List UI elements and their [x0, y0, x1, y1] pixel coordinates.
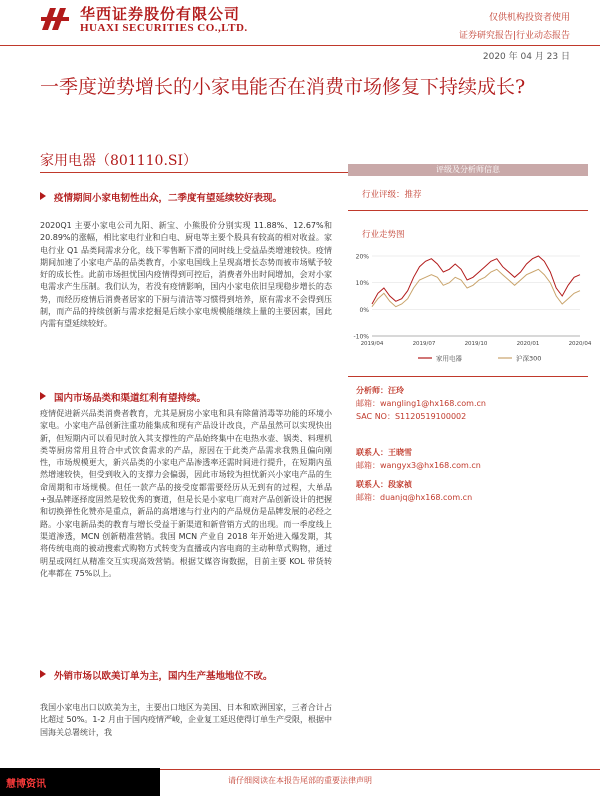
x-tick-label: 2019/10 [464, 341, 488, 347]
analyst-label: 分析师： [356, 386, 388, 395]
rating-info-bar: 评级及分析师信息 [348, 164, 588, 176]
audience-note: 仅供机构投资者使用 [488, 13, 570, 23]
contact-label: 联系人： [356, 448, 388, 457]
chart-title: 行业走势图 [362, 230, 405, 240]
report-type: 证券研究报告|行业动态报告 [458, 31, 570, 41]
bullet-triangle-icon [40, 192, 46, 200]
analyst-block [356, 384, 486, 423]
sidebar-divider [348, 376, 588, 377]
contact-name: 王晓雪 [388, 448, 412, 457]
contact-email: 邮箱：duanjq@hx168.com.cn [356, 493, 473, 502]
y-tick-label: 0% [359, 306, 369, 314]
legend-label: 沪深300 [516, 354, 542, 363]
report-title: 一季度逆势增长的小家电能否在消费市场修复下持续成长? [40, 76, 526, 98]
analyst-email: 邮箱：wangling1@hx168.com.cn [356, 399, 486, 408]
huaxi-logo-icon [38, 4, 72, 34]
section-body-3: 我国小家电出口以欧美为主，主要出口地区为美国、日本和欧洲国家，三者合计占比超过 50%。1-2 月由于国内疫情严峻，企业复工延迟使得订单生产受限，根据中国海关总署统计，我 [40, 703, 332, 737]
section-body-2: 疫情促进新兴品类消费者教育，尤其是厨房小家电和具有除菌消毒等功能的环境小家电。小家电产品创新注重功能集成和现有产品设计改良，产品虽然可以实现快出新，但短期内可以看见时放入其支撑性的产品始终集中在电热水壶、锅类、料理机类等厨房常用且符合中式饮食需求的产品，原因在于此类产品需求我熟且偏向刚性，市场规模更大，新兴品类的小家电产品渗透率还需时间进行提升，在短期内虽然增速较快，但受到收入的支撑力会偏弱，因此市场较为担忧新兴小家电产品的生命周期和市场规模。但任一款产品的接受度都需要经历从无到有的过程，大单品+强品牌逐择度固然是较优秀的赛道，但是长是小家电厂商对产品创新设计的把握和切换弹性化赞亦是重点，新品的高增速与行业内的产品规仿是品牌发展的必经之路。小家电新品类的教育与增长受益于新渠道和新营销方式的出现。而一季度线上渠道渗透，MCN 创新精准营销。我国 MCN 产业自 2018 年开始进入爆发期，其将传统电商的被动搜索式购物方式转变为直播或内容电商的主动种草式购物，通过明星或网红从精准交互实现高效营销。根据艾媒咨询数据，目前主要 KOL 带货转化率都在 75%以上。 [40, 409, 332, 578]
footer-divider [160, 769, 600, 770]
legend-label: 家用电器 [436, 354, 462, 363]
sidebar-divider [348, 210, 588, 211]
header-divider [0, 45, 600, 46]
sector-label: 家用电器（801110.SI） [40, 153, 198, 169]
company-name-en: HUAXI SECURITIES CO.,LTD. [80, 22, 248, 34]
section-body-1: 2020Q1 主要小家电公司九阳、新宝、小熊股价分别实现 11.88%、12.67%和 20.89%的涨幅，相比家电行业和白电、厨电等主要个股具有较高的相对收益。家电行业 Q1 品类间需求分化，线下零售断下滑的同时线上受益品类增速较快。疫情期间加速了小家电产品的品类教育，小家电国线上呈现高增长态势而被市场赋予较好的成长性。此前市场担忧国内疫情得到可控后，消费者外出时间增加，会对小家电需求产生压制。我们认为，若没有疫情影响，国内小家电依旧呈现稳步增长的态势，而经历疫情后消费者居家的下厨与清洁等习惯得到培养，原有需求不会得到压制，而产品的持续创新与需求挖掘是后续小家电规模能继续上量的主要因素，国此内需有望延续较好。 [40, 221, 332, 329]
analyst-sac: SAC NO：S1120519100002 [356, 412, 467, 421]
y-tick-label: -10% [353, 333, 369, 341]
rating-value: 推荐 [404, 190, 422, 200]
x-tick-label: 2020/01 [516, 341, 540, 347]
x-tick-label: 2020/04 [568, 341, 592, 347]
company-name-cn: 华西证券股份有限公司 [80, 5, 241, 23]
section-heading-1: 疫情期间小家电韧性出众，二季度有望延续较好表现。 [40, 192, 332, 205]
industry-trend-chart [348, 250, 592, 372]
report-date: 2020 年 04 月 23 日 [482, 52, 570, 62]
contact-block-2 [356, 478, 472, 504]
footer-brand: 慧博资讯 [6, 779, 46, 790]
contact-label: 联系人： [356, 480, 388, 489]
bullet-triangle-icon [40, 392, 46, 400]
contact-email: 邮箱：wangyx3@hx168.com.cn [356, 461, 481, 470]
section-heading-3: 外销市场以欧美订单为主，国内生产基地地位不改。 [40, 670, 332, 683]
rating-row [362, 188, 422, 200]
x-tick-label: 2019/04 [360, 341, 384, 347]
footer-legal-note: 请仔细阅读在本报告尾部的重要法律声明 [228, 776, 372, 785]
contact-block-1 [356, 446, 481, 472]
y-tick-label: 10% [355, 280, 369, 288]
analyst-name: 汪玲 [388, 386, 404, 395]
y-tick-label: 20% [355, 253, 369, 261]
rating-label: 行业评级： [362, 190, 405, 200]
x-tick-label: 2019/07 [412, 341, 436, 347]
section-heading-2: 国内市场品类和渠道红利有望持续。 [40, 392, 332, 405]
contact-name: 段家祯 [388, 480, 412, 489]
bullet-triangle-icon [40, 670, 46, 678]
